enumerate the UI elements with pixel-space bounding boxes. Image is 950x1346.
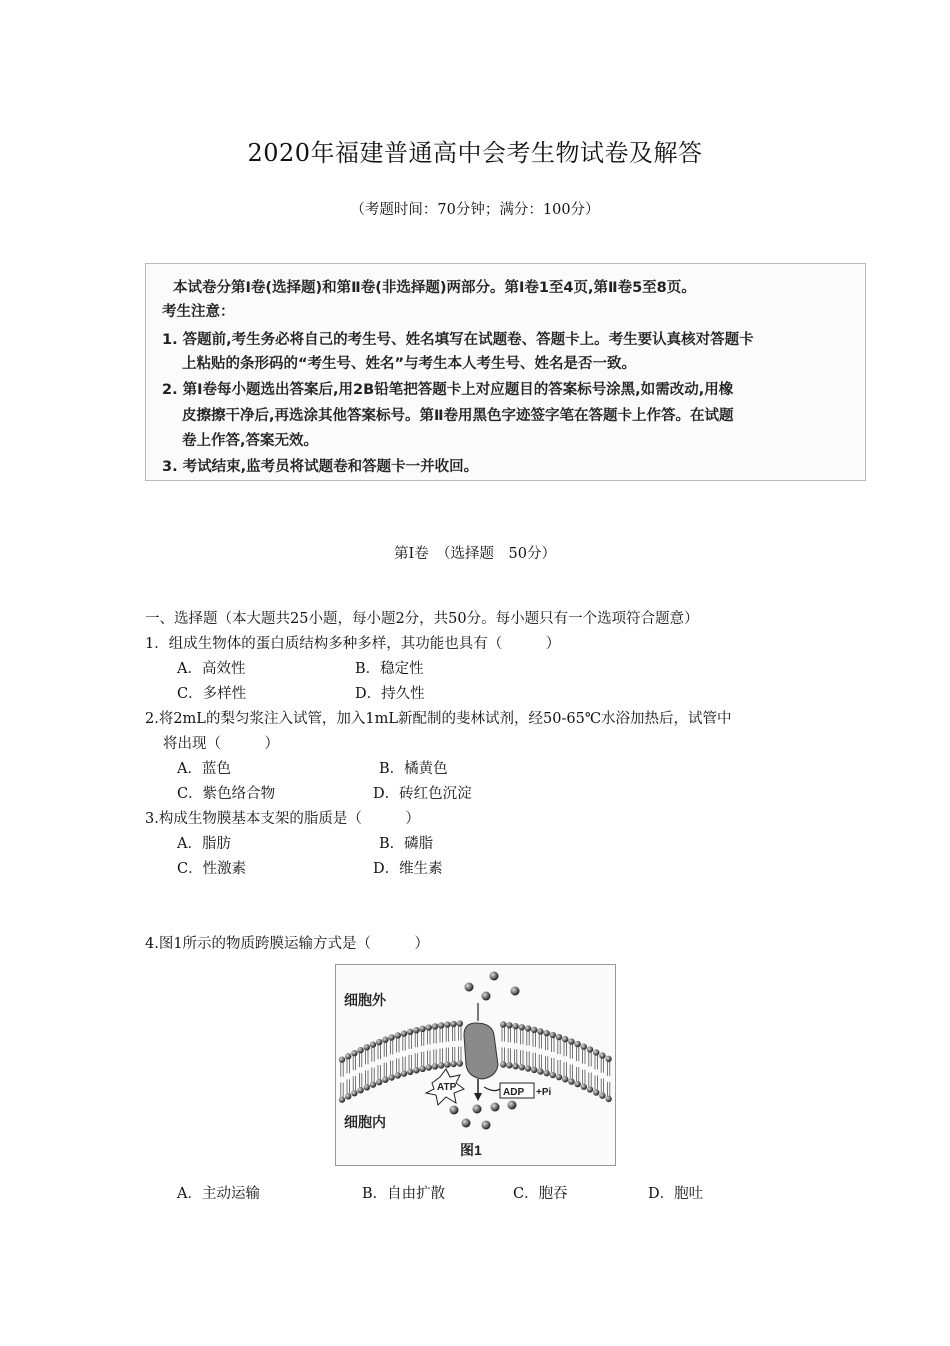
phospholipid-head <box>438 1022 444 1028</box>
phospholipid-head <box>339 1096 345 1102</box>
question-stem: 4.图1所示的物质跨膜运输方式是（ ） <box>145 936 430 952</box>
membrane-diagram <box>336 965 615 1165</box>
phospholipid-head <box>419 1026 425 1032</box>
notice-line: 考生注意： <box>162 304 235 320</box>
phospholipid-head <box>407 1029 413 1035</box>
phospholipid-head <box>345 1093 351 1099</box>
option: A．蓝色 <box>177 761 231 777</box>
option: B．橘黄色 <box>379 761 448 777</box>
molecule <box>491 1103 500 1112</box>
option: C．多样性 <box>177 686 247 702</box>
phospholipid-head <box>388 1034 394 1040</box>
notice-line: 皮擦擦干净后,再选涂其他答案标号。第Ⅱ卷用黑色字迹签字笔在答题卡上作答。在试题 <box>182 408 734 424</box>
phospholipid-head <box>581 1084 587 1090</box>
molecule <box>511 987 520 996</box>
phospholipid-head <box>581 1044 587 1050</box>
phospholipid-head <box>519 1024 525 1030</box>
arrow-head <box>474 1093 482 1101</box>
phospholipid-head <box>450 1021 456 1027</box>
figure-membrane-transport <box>335 964 616 1166</box>
phospholipid-head <box>376 1039 382 1045</box>
phospholipid-head <box>587 1046 593 1052</box>
phospholipid-head <box>351 1090 357 1096</box>
phospholipid-head <box>506 1062 512 1068</box>
phospholipid-head <box>531 1027 537 1033</box>
question-stem: 1．组成生物体的蛋白质结构多种多样，其功能也具有（ ） <box>145 636 561 652</box>
phospholipid-head <box>370 1081 376 1087</box>
phospholipid-head <box>426 1064 432 1070</box>
phospholipid-head <box>401 1030 407 1036</box>
phospholipid-head <box>395 1032 401 1038</box>
phospholipid-head <box>370 1041 376 1047</box>
phospholipid-head <box>574 1041 580 1047</box>
phospholipid-head <box>419 1066 425 1072</box>
section-heading: 一、选择题（本大题共25小题，每小题2分，共50分。每小题只有一个选项符合题意） <box>145 611 699 627</box>
option: B．自由扩散 <box>362 1186 446 1202</box>
phospholipid-head <box>444 1061 450 1067</box>
figure-caption: 图1 <box>460 1142 482 1158</box>
phospholipid-head <box>395 1072 401 1078</box>
phospholipid-head <box>401 1070 407 1076</box>
phospholipid-head <box>438 1062 444 1068</box>
phospholipid-head <box>432 1063 438 1069</box>
phospholipid-head <box>376 1079 382 1085</box>
phospholipid-head <box>568 1038 574 1044</box>
phospholipid-head <box>413 1067 419 1073</box>
phospholipid-head <box>351 1050 357 1056</box>
molecule <box>482 992 491 1001</box>
phospholipid-head <box>543 1030 549 1036</box>
phospholipid-head <box>568 1078 574 1084</box>
option: A．脂肪 <box>177 836 231 852</box>
phospholipid-head <box>506 1022 512 1028</box>
adp-arrow <box>484 1087 500 1091</box>
phospholipid-head <box>339 1056 345 1062</box>
phospholipid-head <box>357 1087 363 1093</box>
question-stem: 3.构成生物膜基本支架的脂质是（ ） <box>145 811 420 827</box>
option: D．砖红色沉淀 <box>373 786 472 802</box>
phospholipid-head <box>500 1021 506 1027</box>
option: C．紫色络合物 <box>177 786 276 802</box>
molecule <box>473 1105 482 1114</box>
option: A．高效性 <box>177 661 246 677</box>
notice-line: 1. 答题前,考生务必将自己的考生号、姓名填写在试题卷、答题卡上。考生要认真核对答题卡 <box>162 332 754 348</box>
question-stem-cont: 将出现（ ） <box>163 736 279 752</box>
inside-label: 细胞内 <box>344 1114 386 1130</box>
notice-box <box>145 263 866 481</box>
option: B．稳定性 <box>355 661 424 677</box>
phospholipid-head <box>457 1020 463 1026</box>
phospholipid-head <box>382 1077 388 1083</box>
phospholipid-head <box>537 1068 543 1074</box>
phospholipid-head <box>537 1028 543 1034</box>
phospholipid-head <box>382 1037 388 1043</box>
phospholipid-head <box>605 1096 611 1102</box>
option: C．性激素 <box>177 861 247 877</box>
notice-line: 2. 第Ⅰ卷每小题选出答案后,用2B铅笔把答题卡上对应题目的答案标号涂黑,如需改动,用橡 <box>162 382 734 398</box>
phospholipid-head <box>525 1065 531 1071</box>
option: D．胞吐 <box>648 1186 704 1202</box>
phospholipid-head <box>556 1034 562 1040</box>
part-heading: 第Ⅰ卷 （选择题 50分） <box>394 546 556 562</box>
phospholipid-head <box>562 1036 568 1042</box>
phospholipid-head <box>599 1052 605 1058</box>
phospholipid-head <box>500 1061 506 1067</box>
phospholipid-head <box>519 1064 525 1070</box>
option: D．持久性 <box>355 686 425 702</box>
phospholipid-head <box>543 1070 549 1076</box>
notice-line: 本试卷分第Ⅰ卷(选择题)和第Ⅱ卷(非选择题)两部分。第Ⅰ卷1至4页,第Ⅱ卷5至8页。 <box>173 280 696 296</box>
adp-label: ADP <box>503 1087 525 1098</box>
phospholipid-head <box>599 1092 605 1098</box>
phospholipid-head <box>550 1032 556 1038</box>
option: B．磷脂 <box>379 836 434 852</box>
phospholipid-head <box>450 1061 456 1067</box>
molecule <box>490 972 499 981</box>
phospholipid-head <box>364 1044 370 1050</box>
phospholipid-head <box>593 1049 599 1055</box>
option: A．主动运输 <box>177 1186 260 1202</box>
notice-line: 卷上作答,答案无效。 <box>182 433 319 449</box>
phospholipid-head <box>426 1024 432 1030</box>
molecule <box>462 1119 471 1128</box>
molecule <box>482 1121 491 1130</box>
page-title: 2020年福建普通高中会考生物试卷及解答 <box>247 139 703 167</box>
phospholipid-head <box>512 1063 518 1069</box>
phospholipid-head <box>364 1084 370 1090</box>
outside-label: 细胞外 <box>344 992 386 1008</box>
option: D．维生素 <box>373 861 443 877</box>
phospholipid-head <box>444 1021 450 1027</box>
phospholipid-head <box>525 1025 531 1031</box>
atp-label: ATP <box>437 1082 457 1093</box>
molecule <box>450 1106 459 1115</box>
pi-label: +Pi <box>536 1087 552 1098</box>
option: C．胞吞 <box>513 1186 568 1202</box>
molecule <box>508 1101 517 1110</box>
phospholipid-head <box>407 1069 413 1075</box>
phospholipid-head <box>556 1074 562 1080</box>
notice-line: 上粘贴的条形码的“考生号、姓名”与考生本人考生号、姓名是否一致。 <box>182 356 637 372</box>
question-stem: 2.将2mL的梨匀浆注入试管，加入1mL新配制的斐林试剂，经50-65℃水浴加热后，试管中 <box>145 711 732 727</box>
phospholipid-head <box>550 1072 556 1078</box>
phospholipid-head <box>531 1067 537 1073</box>
phospholipid-head <box>388 1074 394 1080</box>
carrier-protein <box>464 1023 498 1079</box>
molecule <box>465 983 474 992</box>
phospholipid-head <box>593 1089 599 1095</box>
phospholipid-head <box>357 1047 363 1053</box>
phospholipid-head <box>413 1027 419 1033</box>
phospholipid-head <box>512 1023 518 1029</box>
phospholipid-head <box>574 1081 580 1087</box>
phospholipid-head <box>432 1023 438 1029</box>
phospholipid-head <box>605 1056 611 1062</box>
phospholipid-head <box>562 1076 568 1082</box>
phospholipid-head <box>587 1086 593 1092</box>
exam-info: （考题时间：70分钟；满分：100分） <box>350 202 600 218</box>
phospholipid-head <box>345 1053 351 1059</box>
notice-line: 3. 考试结束,监考员将试题卷和答题卡一并收回。 <box>162 459 479 475</box>
phospholipid-head <box>457 1060 463 1066</box>
